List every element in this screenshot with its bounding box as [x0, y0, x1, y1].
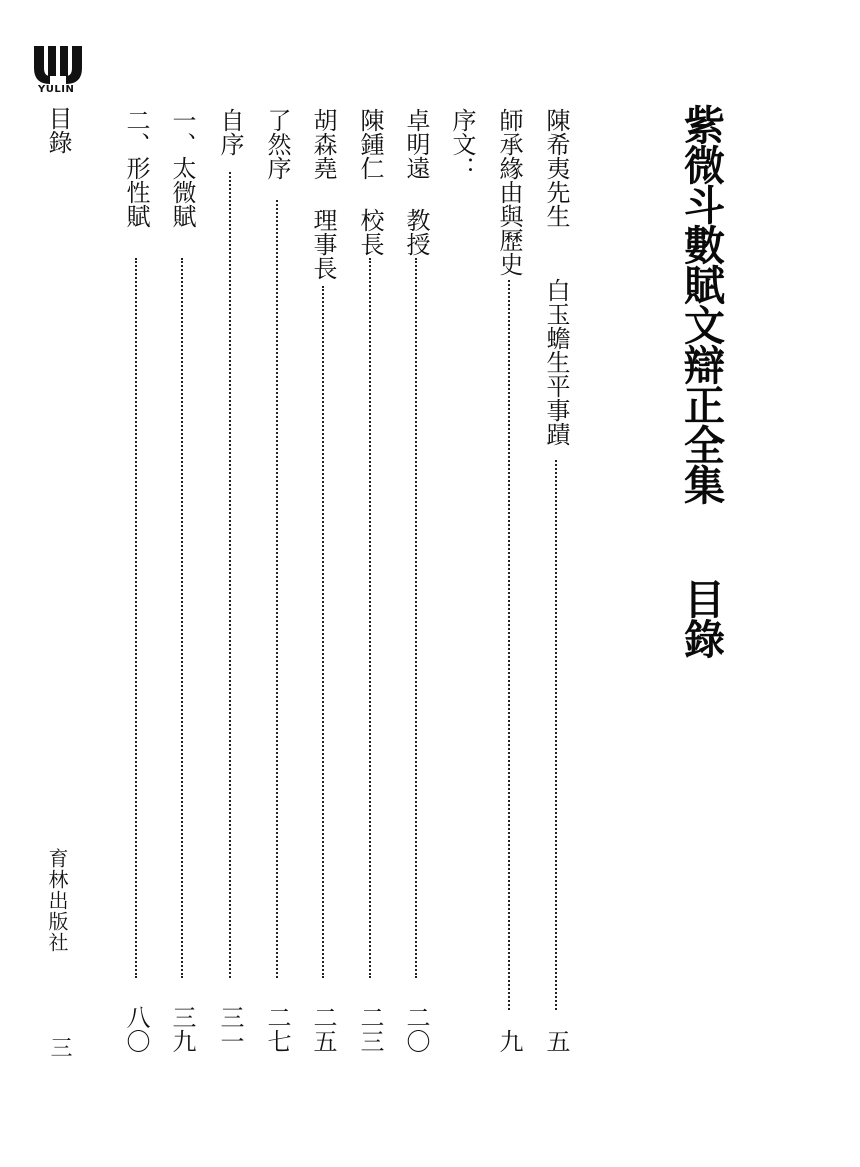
toc-entry-label: 陳希夷先生 [542, 108, 570, 228]
book-title: 紫微斗數賦文辯正全集 [677, 104, 725, 504]
toc-entry-2[interactable] [495, 108, 523, 1053]
toc-entry-9[interactable] [168, 108, 196, 1053]
yulin-logo [30, 44, 86, 86]
logo-wordmark: YULIN [38, 84, 75, 95]
toc-entry-8[interactable] [216, 108, 244, 1053]
toc-entry-label: 序文： [448, 108, 476, 180]
toc-entry-1[interactable] [542, 108, 570, 1053]
dot-leader [135, 258, 137, 978]
toc-entry-label: 二、形性賦 [122, 108, 150, 228]
contents-heading: 目錄 [677, 578, 725, 658]
toc-entry-3 [448, 108, 476, 1053]
dot-leader [181, 258, 183, 978]
toc-entry-page: 五 [542, 1029, 570, 1053]
running-header: 目錄 [44, 106, 72, 154]
dot-leader [508, 280, 510, 1010]
toc-entry-page: 二〇 [402, 1005, 430, 1053]
toc-entry-label: 卓明遠 教授 [402, 108, 430, 256]
toc-entry-page: 二七 [263, 1005, 291, 1053]
toc-entry-page: 三一 [216, 1005, 244, 1053]
toc-entry-label: 自序 [216, 108, 244, 156]
toc-entry-sublabel: 白玉蟾生平事蹟 [542, 278, 570, 446]
toc-entry-4[interactable] [402, 108, 430, 1053]
dot-leader [369, 258, 371, 978]
dot-leader [276, 200, 278, 978]
toc-entry-label: 陳鍾仁 校長 [356, 108, 384, 256]
toc-entry-label: 胡森堯 理事長 [309, 108, 337, 280]
toc-entry-page: 三九 [168, 1005, 196, 1053]
toc-entry-page: 二三 [356, 1005, 384, 1053]
toc-entry-page: 八〇 [122, 1005, 150, 1053]
dot-leader [322, 286, 324, 978]
toc-entry-7[interactable] [263, 108, 291, 1053]
toc-entry-5[interactable] [356, 108, 384, 1053]
toc-entry-label: 一、太微賦 [168, 108, 196, 228]
toc-entry-10[interactable] [122, 108, 150, 1053]
toc-entry-page: 九 [495, 1029, 523, 1053]
dot-leader [555, 460, 557, 1010]
toc-entry-6[interactable] [309, 108, 337, 1053]
page-number: 三 [47, 1036, 72, 1058]
dot-leader [415, 258, 417, 978]
toc-entry-label: 了然序 [263, 108, 291, 180]
toc-entry-page: 二五 [309, 1005, 337, 1053]
dot-leader [229, 172, 231, 978]
toc-entry-label: 師承緣由與歷史 [495, 108, 523, 276]
publisher-name: 育林出版社 [45, 848, 69, 953]
